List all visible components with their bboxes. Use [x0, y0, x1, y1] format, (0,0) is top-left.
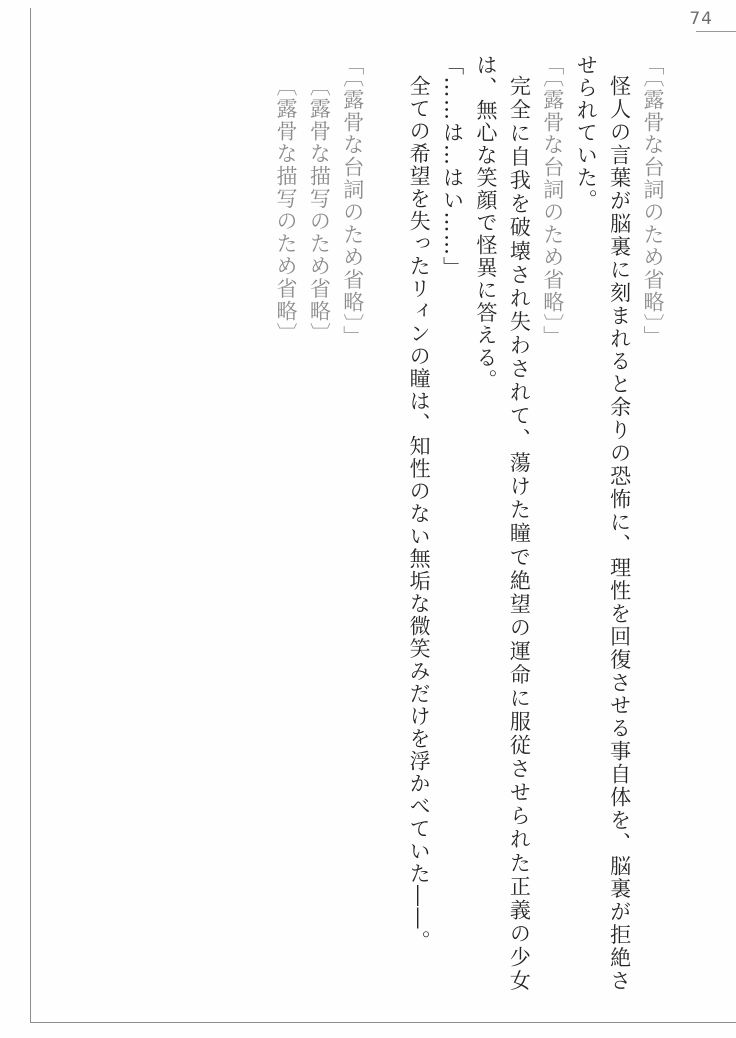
- paragraph-4-narration: 完全に自我を破壊され失わされて、蕩けた瞳で絶望の運命に服従させられた正義の少女は、無心な笑顔で怪異に答える。: [473, 54, 532, 992]
- page-frame-left: [30, 8, 31, 1023]
- page-frame-bottom: [30, 1022, 736, 1023]
- paragraph-2-narration: 怪人の言葉が脳裏に刻まれると余りの恐怖に、理性を回復させる事自体を、脳裏が拒絶させられていた。: [574, 54, 632, 992]
- paragraph-9-narration: 〔露骨な描写のため省略〕: [273, 75, 298, 345]
- paragraph-3-dialogue: 「〔露骨な台詞のため省略〕」: [540, 54, 565, 348]
- paragraph-7-dialogue: 「〔露骨な台詞のため省略〕」: [340, 54, 365, 348]
- paragraph-8-narration: 〔露骨な描写のため省略〕: [307, 75, 332, 345]
- page-number: 74: [689, 9, 713, 29]
- paragraph-1-dialogue: 「〔露骨な台詞のため省略〕」: [641, 54, 665, 348]
- paragraph-6-narration: 全ての希望を失ったリィンの瞳は、知性のない無垢な微笑みだけを浮かべていた――。: [407, 75, 432, 953]
- text-area: [71, 54, 669, 992]
- paragraph-5-dialogue: 「……は…はい……」: [440, 54, 465, 279]
- page-number-rule: [696, 31, 736, 32]
